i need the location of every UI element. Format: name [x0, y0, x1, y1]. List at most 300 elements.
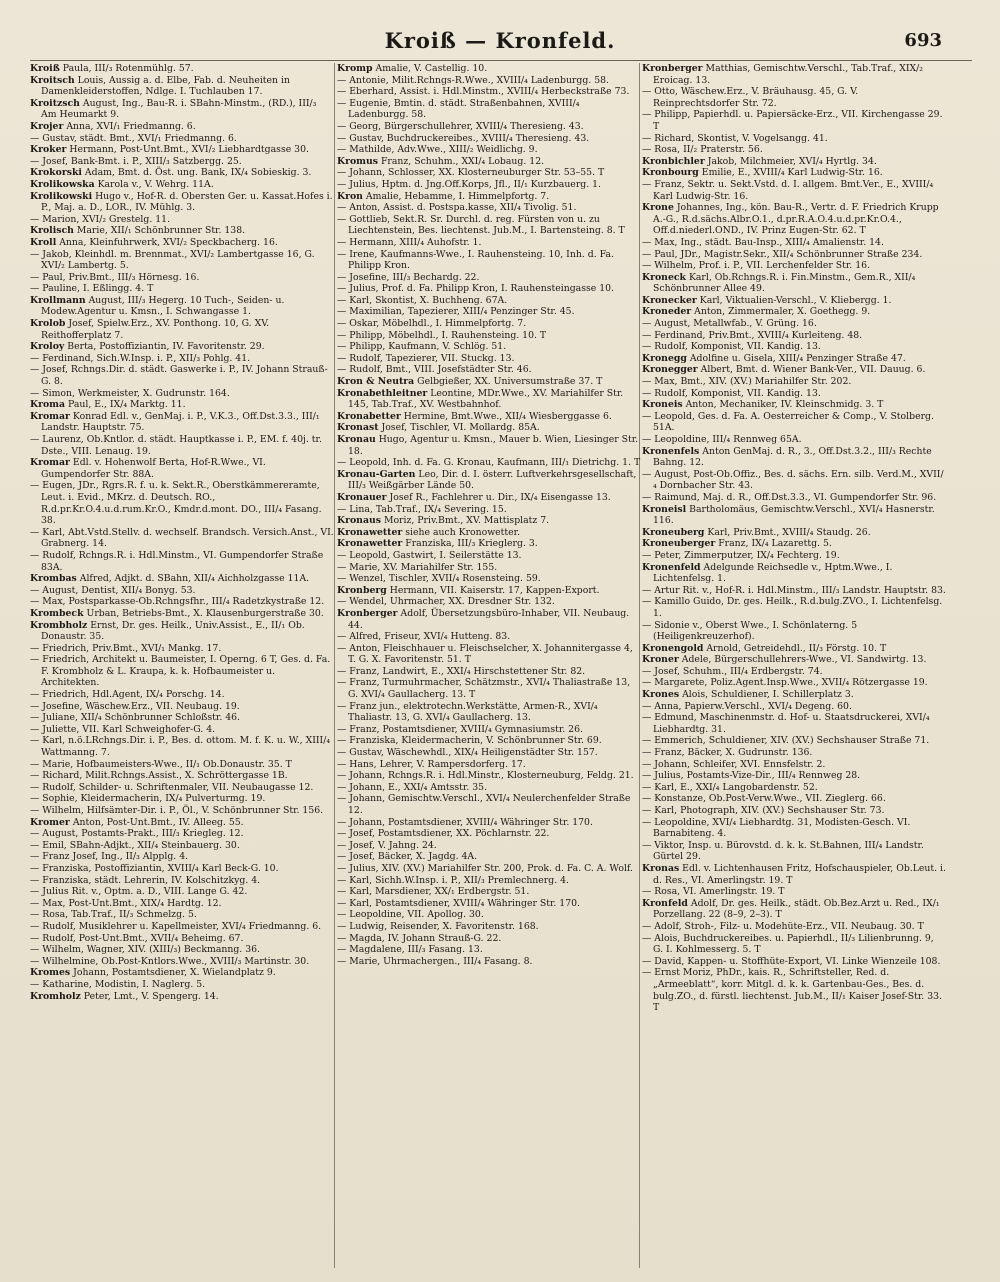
entry-text: — Wenzel, Tischler, XVII/₄ Rosensteing. 59. [337, 573, 541, 585]
entry-text: — Sophie, Kleidermacherin, IX/₄ Pulverturmg. 19. [30, 793, 266, 805]
entry-surname: Kronast [337, 422, 379, 434]
directory-entry [30, 863, 334, 875]
entry-text: Amalie, V. Castellig. 10. [375, 63, 488, 74]
directory-entry [30, 909, 334, 921]
entry-surname: Krones [642, 689, 680, 701]
directory-entry [30, 944, 334, 956]
header-rule [30, 60, 972, 61]
entry-text: Ernst, Dr. ges. Heilk., Univ.Assist., E., II/₁ Ob. Donaustr. 35. [41, 619, 305, 643]
directory-entry [337, 457, 641, 469]
entry-text: — Hans, Lehrer, V. Rampersdorferg. 17. [337, 758, 526, 770]
directory-entry [337, 643, 641, 666]
entry-surname: Krokorski [30, 167, 82, 179]
directory-entry [30, 782, 334, 794]
entry-text: — Leopoldine, XVI/₄ Liebhardtg. 31, Modisten-Gesch. VI. Barnabiteng. 4. [642, 816, 911, 840]
entry-text: — Karl, Abt.Vstd.Stellv. d. wechself. Brandsch. Versich.Anst., VI. Grabnerg. 14. [30, 526, 334, 550]
directory-entry [642, 585, 946, 597]
directory-entry [337, 318, 641, 330]
entry-text: — Josef, Postamtsdiener, XX. Pöchlarnstr. 22. [337, 828, 550, 840]
directory-entry [337, 179, 641, 191]
directory-column-left [30, 63, 334, 1273]
directory-entry [30, 956, 334, 968]
directory-entry [30, 214, 334, 226]
entry-text: — Paul, JDr., Magistr.Sekr., XII/₄ Schönbrunner Straße 234. [642, 248, 923, 260]
entry-text: — Gustav, Buchdruckereibes., XVIII/₄ Theresieng. 43. [337, 132, 590, 144]
directory-entry [642, 759, 946, 771]
entry-surname: Kronenfels [642, 445, 700, 457]
entry-text: — Josef, Bäcker, X. Jagdg. 4A. [337, 851, 478, 863]
entry-text: — Anna, Papierw.Verschl., XVI/₄ Degeng. 60. [642, 700, 852, 712]
entry-text: — Karl, Marsdiener, XX/₁ Erdbergstr. 51. [337, 886, 530, 898]
directory-entry [337, 840, 641, 852]
directory-entry [337, 202, 641, 214]
entry-text: — Franz, Landwirt, E., XXI/₄ Hirschstettener Str. 82. [337, 665, 586, 677]
directory-entry [30, 272, 334, 284]
entry-surname: Krombas [30, 573, 77, 585]
entry-surname: Kroner [642, 654, 679, 666]
entry-text: Arnold, Getreidehdl., II/₃ Förstg. 10. T [706, 642, 887, 654]
directory-entry [337, 677, 641, 700]
directory-entry [30, 179, 334, 191]
page-number: 693 [904, 30, 942, 51]
directory-entry [642, 63, 946, 86]
entry-text: August, Ing., Bau-R. i. SBahn-Minstm., (RD.), III/₃ Am Heumarkt 9. [41, 97, 317, 121]
entry-text: — Edmund, Maschinenmstr. d. Hof- u. Staatsdruckerei, XVI/₄ Liebhardtg. 31. [642, 712, 930, 735]
entry-text: Adolf, Übersetzungsbüro-Inhaber, VII. Neubaug. 44. [348, 607, 630, 631]
entry-surname: Kronaus [337, 515, 381, 527]
entry-text: Edl. v. Lichtenhausen Fritz, Hofschauspieler, Ob.Leut. i. d. Res., VI. Amerlingstr. 19. T [653, 862, 946, 886]
entry-text: — Franz Josef, Ing., II/₃ Alpplg. 4. [30, 851, 189, 863]
directory-entry [642, 330, 946, 342]
directory-entry [642, 167, 946, 179]
directory-entry [337, 747, 641, 759]
entry-surname: Kronecker [642, 294, 697, 306]
entry-text: — Alois, Buchdruckereibes. u. Papierhdl., II/₃ Lilienbrunng. 9, G. I. Kohlmesserg. 5. T [642, 932, 934, 956]
directory-entry [642, 782, 946, 794]
entry-surname: Kronegger [642, 364, 698, 376]
entry-text: Moriz, Priv.Bmt., XV. Mattisplatz 7. [383, 515, 550, 527]
directory-entry [337, 144, 641, 156]
entry-text: — Juliette, VII. Karl Schweighofer-G. 4. [30, 723, 216, 735]
entry-text: — Rudolf, Musiklehrer u. Kapellmeister, XVI/₄ Friedmanng. 6. [30, 920, 322, 932]
entry-text: — Ludwig, Reisender, X. Favoritenstr. 168. [337, 920, 539, 932]
directory-entry [337, 167, 641, 179]
entry-text: — Karl, Skontist, X. Buchheng. 67A. [337, 294, 508, 306]
directory-entry [642, 492, 946, 504]
directory-entry [642, 86, 946, 109]
directory-entry [337, 295, 641, 307]
entry-text: — Maximilian, Tapezierer, XIII/₄ Penzinger Str. 45. [337, 306, 575, 318]
directory-entry [642, 318, 946, 330]
directory-entry [642, 446, 946, 469]
entry-surname: Krojer [30, 120, 64, 132]
directory-entry [30, 237, 334, 249]
entry-surname: Kronau-Garten [337, 468, 416, 480]
directory-column-middle [337, 63, 641, 1273]
entry-text: — Magda, IV. Johann Strauß-G. 22. [337, 932, 502, 944]
directory-entry [30, 550, 334, 573]
entry-text: — Leopoldine, VII. Apollog. 30. [337, 909, 484, 921]
entry-surname: Krombholz [30, 619, 88, 631]
entry-text: — Lina, Tab.Traf., IX/₄ Severing. 15. [337, 503, 507, 515]
entry-surname: Kronawetter [337, 538, 403, 550]
directory-entry [642, 527, 946, 539]
directory-entry [337, 724, 641, 736]
directory-entry [337, 770, 641, 782]
entry-surname: Kron & Neutra [337, 376, 415, 388]
entry-text: — Franz, Bäcker, X. Gudrunstr. 136. [642, 747, 813, 759]
directory-entry [30, 249, 334, 272]
directory-entry [337, 98, 641, 121]
directory-entry [30, 979, 334, 991]
entry-surname: Krolisch [30, 225, 74, 237]
directory-entry [337, 422, 641, 434]
entry-surname: Kronberger [642, 63, 703, 74]
directory-entry [642, 689, 946, 701]
entry-surname: Krolikowski [30, 190, 93, 202]
directory-entry [642, 677, 946, 689]
entry-text: — Adolf, Stroh-, Filz- u. Modehüte-Erz., VII. Neubaug. 30. T [642, 920, 924, 932]
entry-text: Karl, Viktualien-Verschl., V. Kliebergg. 1. [699, 294, 892, 306]
directory-entry [30, 121, 334, 133]
entry-surname: Kronbichler [642, 155, 705, 167]
directory-entry [337, 909, 641, 921]
entry-text: Leontine, MDr.Wwe., XV. Mariahilfer Str. 145, Tab.Traf., XV. Westbahnhof. [348, 387, 624, 411]
entry-text: — Oskar, Möbelhdl., I. Himmelpfortg. 7. [337, 318, 527, 330]
entry-text: — Artur Rit. v., Hof-R. i. Hdl.Minstm., III/₃ Landstr. Hauptstr. 83. [642, 584, 946, 596]
entry-text: — Margarete, Poliz.Agent.Insp.Wwe., XVII/₄ Rötzergasse 19. [642, 677, 928, 689]
directory-entry [30, 840, 334, 852]
entry-text: Franz, IX/₄ Lazarettg. 5. [718, 538, 832, 550]
entry-text: — Franziska, städt. Lehrerin, IV. Kolschitzkyg. 4. [30, 874, 261, 886]
directory-entry [337, 921, 641, 933]
entry-text: Adolfine u. Gisela, XIII/₄ Penzinger Straße 47. [689, 352, 906, 364]
directory-entry [642, 770, 946, 782]
directory-entry [337, 596, 641, 608]
entry-text: — Irene, Kaufmanns-Wwe., I. Rauhensteing. 10, Inh. d. Fa. Philipp Kron. [337, 248, 614, 272]
directory-entry [337, 562, 641, 574]
entry-text: — Franz jun., elektrotechn.Werkstätte, Armen-R., XVI/₄ Thaliastr. 13, G. XVI/₄ Gaullacherg. 13. [337, 700, 598, 724]
entry-text: — Franz, Postamtsdiener, XVIII/₄ Gymnasiumstr. 26. [337, 723, 583, 735]
directory-entry [642, 144, 946, 156]
directory-entry [337, 272, 641, 284]
directory-entry [30, 991, 334, 1003]
directory-entry [337, 388, 641, 411]
entry-text: — Franziska, Postoffiziantin, XVIII/₄ Karl Beck-G. 10. [30, 862, 279, 874]
entry-text: Emilie, E., XVIII/₄ Karl Ludwig-Str. 16. [701, 167, 883, 179]
entry-text: Louis, Aussig a. d. Elbe, Fab. d. Neuheiten in Damenkleiderstoffen, Ndlge. I. Tuchlauben 17. [41, 74, 290, 98]
entry-text: — David, Kappen- u. Stoffhüte-Export, VI. Linke Wienzeile 108. [642, 955, 941, 967]
entry-text: — Eugen, JDr., Rgrs.R. f. u. k. Sekt.R., Oberstkämmereramte, Leut. i. Evid., MKrz. d. Deutsch. RO., R.d.pr.Kr.O.4.u.d.rum.Kr.O., Kmdr.d.mont. DO., III/₄ Fasang. 38. [30, 480, 322, 527]
entry-text: — Leopoldine, III/₄ Rennweg 65A. [642, 434, 802, 445]
running-head [0, 28, 1000, 58]
directory-entry [337, 759, 641, 771]
directory-entry [337, 817, 641, 829]
entry-text: Johannes, Ing., kön. Bau-R., Vertr. d. F. Friedrich Krupp A.-G., R.d.sächs.Albr.O.1., d.pr.R.A.O.4.u.d.pr.Kr.O.4., Off.d.niederl.OND., IV. Prinz Eugen-Str. 62. T [653, 202, 939, 237]
entry-text: — Philipp, Kaufmann, V. Schlög. 51. [337, 341, 507, 353]
directory-entry [642, 898, 946, 921]
entry-text: — Simon, Werkmeister, X. Gudrunstr. 164. [30, 387, 230, 399]
directory-entry [30, 596, 334, 608]
entry-surname: Krolikowska [30, 178, 95, 190]
directory-entry [642, 805, 946, 817]
entry-text: — Friedrich, Priv.Bmt., XVI/₁ Mankg. 17. [30, 642, 222, 654]
entry-text: — Josef, Bank-Bmt. i. P., XIII/₃ Satzbergg. 25. [30, 155, 242, 167]
entry-text: Bartholomäus, Gemischtw.Verschl., XVI/₄ Hasnerstr. 116. [653, 503, 935, 527]
directory-entry [642, 260, 946, 272]
entry-surname: Kronau [337, 434, 376, 445]
entry-surname: Krone [642, 202, 674, 214]
directory-entry [642, 967, 946, 1013]
directory-entry [30, 480, 334, 526]
directory-entry [337, 283, 641, 295]
entry-text: — Marie, XV. Mariahilfer Str. 155. [337, 561, 498, 573]
entry-text: Anton, Zimmermaler, X. Goethegg. 9. [694, 306, 871, 318]
entry-text: Matthias, Gemischtw.Verschl., Tab.Traf., XIX/₂ Eroicag. 13. [653, 63, 923, 86]
entry-text: — Johann, Postamtsdiener, XVIII/₄ Währinger Str. 170. [337, 816, 593, 828]
entry-text: — Emmerich, Schuldiener, XIV. (XV.) Sechshauser Straße 71. [642, 735, 930, 747]
entry-text: Adele, Bürgerschullehrers-Wwe., VI. Sandwirtg. 13. [681, 654, 927, 666]
entry-surname: Kroiß [30, 63, 60, 74]
entry-text: — Julius, XIV. (XV.) Mariahilfer Str. 200, Prok. d. Fa. C. A. Wolf. [337, 862, 633, 874]
directory-entry [642, 272, 946, 295]
entry-surname: Kromholz [30, 990, 81, 1002]
entry-text: — Sidonie v., Oberst Wwe., I. Schönlaterng. 5 (Heiligenkreuzerhof). [642, 619, 858, 643]
entry-text: siehe auch Kronowetter. [405, 526, 521, 538]
entry-text: — Rudolf, Bmt., VIII. Josefstädter Str. 46. [337, 364, 532, 376]
directory-entry [642, 596, 946, 619]
directory-entry [30, 573, 334, 585]
directory-entry [337, 828, 641, 840]
entry-text: Konrad Edl. v., GenMaj. i. P., V.K.3., Off.Dst.3.3., III/₁ Landstr. Hauptstr. 75. [41, 410, 320, 434]
entry-text: — Franz, Turmuhrmacher, Schätzmstr., XVI/₄ Thaliastraße 13, G. XVI/₄ Gaullacherg. 13. T [337, 677, 631, 701]
directory-entry [30, 225, 334, 237]
directory-entry [30, 295, 334, 318]
directory-entry [337, 793, 641, 816]
entry-text: Karola v., V. Wehrg. 11A. [97, 178, 214, 190]
entry-text: — Josefine, Wäschew.Erz., VII. Neubaug. 19. [30, 700, 240, 712]
directory-entry [30, 364, 334, 387]
entry-text: Berta, Postoffiziantin, IV. Favoritenstr. 29. [67, 341, 265, 353]
entry-surname: Kroneck [642, 271, 686, 283]
entry-text: — Leopold, Inh. d. Fa. G. Kronau, Kaufmann, III/₁ Dietrichg. 1. T [337, 457, 641, 469]
directory-entry [30, 712, 334, 724]
entry-text: — Rudolf, Tapezierer, VII. Stuckg. 13. [337, 352, 515, 364]
entry-text: Gelbgießer, XX. Universumstraße 37. T [417, 376, 603, 388]
entry-text: — August, Dentist, XII/₄ Bonyg. 53. [30, 584, 196, 596]
directory-entry [30, 851, 334, 863]
entry-text: Anna, XVI/₁ Friedmanng. 6. [66, 120, 196, 132]
entry-surname: Krombeck [30, 607, 84, 619]
directory-entry [642, 933, 946, 956]
directory-entry [30, 817, 334, 829]
entry-text: — Otto, Wäschew.Erz., V. Bräuhausg. 45, G. V. Reinprechtsdorfer Str. 72. [642, 86, 859, 109]
directory-entry [642, 712, 946, 735]
directory-entry [30, 457, 334, 480]
directory-entry [337, 492, 641, 504]
entry-text: — Rudolf, Post-Unt.Bmt., XVII/₄ Beheimg. 67. [30, 932, 244, 944]
entry-text: — Rudolf, Rchngs.R. i. Hdl.Minstm., VI. Gumpendorfer Straße 83A. [30, 549, 324, 573]
entry-text: — Marie, Uhrmachergen., III/₄ Fasang. 8. [337, 955, 533, 967]
directory-entry [642, 469, 946, 492]
directory-entry [337, 585, 641, 597]
directory-entry [30, 724, 334, 736]
directory-entry [30, 156, 334, 168]
entry-surname: Kroneis [642, 399, 683, 411]
entry-surname: Kronberger [337, 607, 398, 619]
directory-entry [642, 133, 946, 145]
directory-entry [30, 585, 334, 597]
directory-entry [30, 608, 334, 620]
entry-text: Alois, Schuldiener, I. Schillerplatz 3. [682, 689, 854, 701]
entry-text: — Wendel, Uhrmacher, XX. Dresdner Str. 132. [337, 596, 555, 608]
entry-text: — Marion, XVI/₂ Grestelg. 11. [30, 213, 171, 225]
entry-text: — Julius, Postamts-Vize-Dir., III/₄ Rennweg 28. [642, 770, 861, 782]
entry-surname: Kromp [337, 63, 373, 74]
directory-entry [642, 411, 946, 434]
entry-text: — Gustav, städt. Bmt., XVI/₁ Friedmanng. 6. [30, 132, 237, 144]
column-divider [334, 63, 335, 1268]
directory-entry [30, 793, 334, 805]
entry-surname: Krolob [30, 318, 66, 330]
entry-text: — Franziska, Kleidermacherin, V. Schönbrunner Str. 69. [337, 735, 602, 747]
directory-entry [642, 956, 946, 968]
entry-text: — August, Postamts-Prakt., III/₃ Kriegleg. 12. [30, 828, 244, 840]
entry-text: Paula, III/₃ Rotenmühlg. 57. [62, 63, 194, 74]
entry-surname: Kroloy [30, 341, 65, 353]
directory-entry [642, 156, 946, 168]
entry-text: — Juliane, XII/₄ Schönbrunner Schloßstr. 46. [30, 712, 241, 724]
entry-text: Hugo, Agentur u. Kmsn., Mauer b. Wien, Liesinger Str. 18. [348, 434, 639, 457]
entry-text: Josef, Spielw.Erz., XV. Ponthong. 10, G. XV. Reithofferplatz 7. [41, 318, 270, 341]
directory-entry [337, 411, 641, 423]
entry-surname: Kroneisl [642, 503, 687, 515]
entry-text: — Anton, Assist. d. Postspa.kasse, XII/₄ Tivolig. 51. [337, 202, 577, 214]
entry-text: — Wilhelm, Wagner, XIV. (XIII/₃) Beckmanng. 36. [30, 944, 260, 956]
entry-text: Hermine, Bmt.Wwe., XII/₄ Wiesberggasse 6. [403, 410, 612, 422]
directory-entry [642, 109, 946, 132]
entry-text: Anton, Post-Unt.Bmt., IV. Alleeg. 55. [72, 816, 244, 828]
entry-surname: Kronas [642, 862, 680, 874]
directory-entry [337, 237, 641, 249]
entry-text: Adelgunde Reichsedle v., Hptm.Wwe., I. Lichtenfelsg. 1. [653, 561, 893, 585]
directory-entry [337, 121, 641, 133]
directory-entry [642, 747, 946, 759]
directory-entry [642, 886, 946, 898]
directory-entry [642, 237, 946, 249]
directory-entry [30, 701, 334, 713]
directory-entry [30, 167, 334, 179]
entry-text: Jakob, Milchmeier, XVI/₄ Hyrtlg. 34. [707, 155, 877, 167]
entry-surname: Kromar [30, 457, 70, 469]
entry-surname: Kron [337, 190, 363, 202]
directory-entry [337, 75, 641, 87]
directory-entry [337, 527, 641, 539]
entry-text: — Julius, Hptm. d. Jng.Off.Korps, Jfl., II/₁ Kurzbauerg. 1. [337, 178, 601, 190]
entry-surname: Kronegg [642, 352, 687, 364]
directory-entry [30, 886, 334, 898]
entry-text: Marie, XII/₁ Schönbrunner Str. 138. [76, 225, 246, 237]
directory-entry [30, 620, 334, 643]
directory-entry [30, 921, 334, 933]
entry-text: — Ferdinand, Sich.W.Insp. i. P., XII/₃ Pohlg. 41. [30, 352, 251, 364]
directory-entry [642, 179, 946, 202]
entry-surname: Kronenfeld [642, 561, 701, 573]
entry-text: Leo, Dir. d. I. österr. Luftverkehrsgesellschaft, III/₃ Weißgärber Lände 50. [348, 468, 637, 492]
entry-text: — Wilhelm, Hilfsämter-Dir. i. P., Öl., V. Schönbrunner Str. 156. [30, 805, 324, 816]
directory-entry [642, 399, 946, 411]
directory-entry [337, 353, 641, 365]
entry-text: — Rosa, VI. Amerlingstr. 19. T [642, 886, 785, 898]
entry-text: — Alfred, Friseur, XVI/₄ Hutteng. 83. [337, 631, 511, 643]
directory-entry [30, 434, 334, 457]
entry-text: — Pauline, I. Eßlingg. 4. T [30, 283, 154, 295]
entry-text: — Johann, Rchngs.R. i. Hdl.Minstr., Klosterneuburg, Feldg. 21. [337, 770, 634, 782]
directory-entry [30, 805, 334, 817]
directory-entry [642, 654, 946, 666]
entry-surname: Kronberg [337, 584, 387, 596]
directory-entry [642, 295, 946, 307]
entry-surname: Kronabetter [337, 410, 401, 422]
entry-surname: Kronauer [337, 491, 387, 503]
entry-text: — August, Post-Ob.Offiz., Bes. d. sächs. Ern. silb. Verd.M., XVII/₄ Dornbacher Str. 43. [642, 468, 944, 492]
directory-entry [642, 376, 946, 388]
directory-entry [337, 469, 641, 492]
entry-text: — Katharine, Modistin, I. Naglerg. 5. [30, 978, 206, 990]
entry-text: — Josef, Rchngs.Dir. d. städt. Gaswerke i. P., IV. Johann Strauß-G. 8. [30, 364, 328, 388]
directory-entry [30, 341, 334, 353]
directory-entry [642, 434, 946, 446]
directory-entry [337, 515, 641, 527]
entry-text: — Eugenie, Bmtin. d. städt. Straßenbahnen, XVIII/₄ Ladenburgg. 58. [337, 97, 580, 121]
entry-text: Peter, Lmt., V. Spengerg. 14. [83, 990, 219, 1002]
directory-entry [642, 504, 946, 527]
entry-text: — Johann, Schleifer, XVI. Ennsfelstr. 2. [642, 758, 826, 770]
directory-entry [337, 330, 641, 342]
entry-text: Johann, Postamtsdiener, X. Wielandplatz 9. [73, 967, 276, 979]
entry-text: — Paul, Priv.Bmt., III/₃ Hörnesg. 16. [30, 271, 200, 283]
directory-entry [642, 550, 946, 562]
entry-text: — Friedrich, Hdl.Agent, IX/₄ Porschg. 14. [30, 689, 225, 701]
directory-entry [642, 643, 946, 655]
entry-text: — Leopold, Gastwirt, I. Seilerstätte 13. [337, 549, 522, 561]
entry-text: — Rosa, Tab.Traf., II/₃ Schmelzg. 5. [30, 909, 197, 921]
directory-entry [337, 666, 641, 678]
directory-entry [642, 538, 946, 550]
entry-surname: Kronawetter [337, 526, 403, 538]
directory-entry [30, 527, 334, 550]
entry-text: — Josefine, III/₃ Bechardg. 22. [337, 271, 480, 283]
directory-entry [337, 782, 641, 794]
directory-entry [30, 933, 334, 945]
directory-entry [30, 735, 334, 758]
entry-text: Anton GenMaj. d. R., 3., Off.Dst.3.2., III/₃ Rechte Bahng. 12. [653, 445, 932, 469]
directory-entry [642, 793, 946, 805]
entry-text: — Georg, Bürgerschullehrer, XVIII/₄ Theresieng. 43. [337, 120, 584, 132]
directory-entry [337, 376, 641, 388]
directory-entry [30, 133, 334, 145]
directory-entry [30, 63, 334, 75]
directory-entry [30, 191, 334, 214]
entry-text: Paul, E., IX/₄ Marktg. 11. [68, 399, 186, 411]
entry-text: Josef, Tischler, VI. Mollardg. 85A. [381, 422, 540, 434]
directory-entry [337, 851, 641, 863]
directory-entry [642, 341, 946, 353]
directory-entry [337, 86, 641, 98]
entry-text: Hugo v., Hof-R. d. Obersten Ger. u. Kassat.Hofes i. P., Maj. a. D., LOR., IV. Mühlg. 3. [41, 190, 333, 214]
entry-text: — Emil, SBahn-Adjkt., XII/₄ Steinbauerg. 30. [30, 839, 240, 851]
entry-text: — Marie, Hofbaumeisters-Wwe., II/₁ Ob.Donaustr. 35. T [30, 758, 292, 770]
